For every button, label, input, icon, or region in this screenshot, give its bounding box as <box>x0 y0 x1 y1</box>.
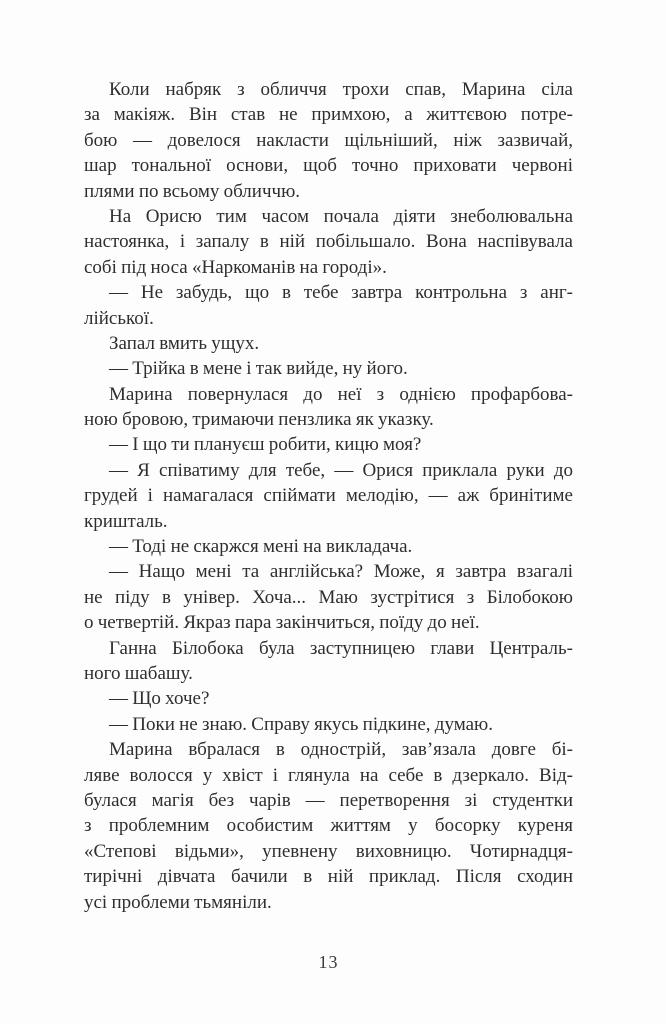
text-line: — Поки не знаю. Справу якусь підкине, думаю. <box>109 713 493 735</box>
text-line: кришталь. <box>84 510 168 532</box>
text-line: з проблемним особистим життям у босорку куреня <box>84 815 573 837</box>
page-text <box>84 77 573 915</box>
text-line: — Я співатиму для тебе, — Орися приклала руки до <box>109 459 573 481</box>
text-line: собі під носа «Наркоманів на городі». <box>84 256 387 278</box>
page-number: 13 <box>318 952 339 972</box>
text-line: «Степові відьми», упевнену виховницю. Чотирнадця- <box>84 840 573 862</box>
text-line: не піду в універ. Хоча... Маю зустрітися з Білобокою <box>84 586 573 608</box>
text-line: — Що хоче? <box>109 688 210 710</box>
text-line: тирічні дівчата бачили в ній приклад. Після сходин <box>84 866 573 888</box>
text-line: Ганна Білобока була заступницею глави Централь- <box>109 637 573 659</box>
text-line: — І що ти плануєш робити, кицю моя? <box>109 434 422 456</box>
text-line: — Нащо мені та англійська? Може, я завтра взагалі <box>109 561 573 583</box>
text-line: за макіяж. Він став не примхою, а життєвою потре- <box>84 104 573 126</box>
text-line: Коли набряк з обличчя трохи спав, Марина сіла <box>109 79 573 100</box>
text-line: грудей і намагалася спіймати мелодію, — аж бринітиме <box>84 485 573 507</box>
text-line: На Орисю тим часом почала діяти знеболювальна <box>109 205 573 227</box>
text-line: усі проблеми тьмяніли. <box>84 891 272 913</box>
text-line: — Трійка в мене і так вийде, ну його. <box>109 358 408 380</box>
text-line: ною бровою, тримаючи пензлика як указку. <box>84 409 434 431</box>
text-line: бою — довелося накласти щільніший, ніж зазвичай, <box>84 129 573 151</box>
text-line: Марина вбралася в однострій, зав’язала довге бі- <box>109 739 573 761</box>
text-line: булася магія без чарів — перетворення зі студентки <box>84 789 573 811</box>
text-line: ляве волосся у хвіст і глянула на себе в дзеркало. Від- <box>84 764 573 786</box>
text-line: ного шабашу. <box>84 662 193 684</box>
text-line: настоянка, і запалу в ній побільшало. Вона наспівувала <box>84 231 573 253</box>
text-line: шар тональної основи, щоб точно приховати червоні <box>84 155 573 177</box>
text-line: о четвертій. Якраз пара закінчиться, поїду до неї. <box>84 612 480 634</box>
text-line: Запал вмить ущух. <box>109 332 260 354</box>
text-line: лійської. <box>84 307 154 329</box>
text-line: — Не забудь, що в тебе завтра контрольна з анг- <box>109 282 573 304</box>
text-line: Марина повернулася до неї з однією профарбова- <box>109 383 573 405</box>
text-line: плями по всьому обличчю. <box>84 180 301 202</box>
text-line: — Тоді не скаржся мені на викладача. <box>109 536 413 558</box>
